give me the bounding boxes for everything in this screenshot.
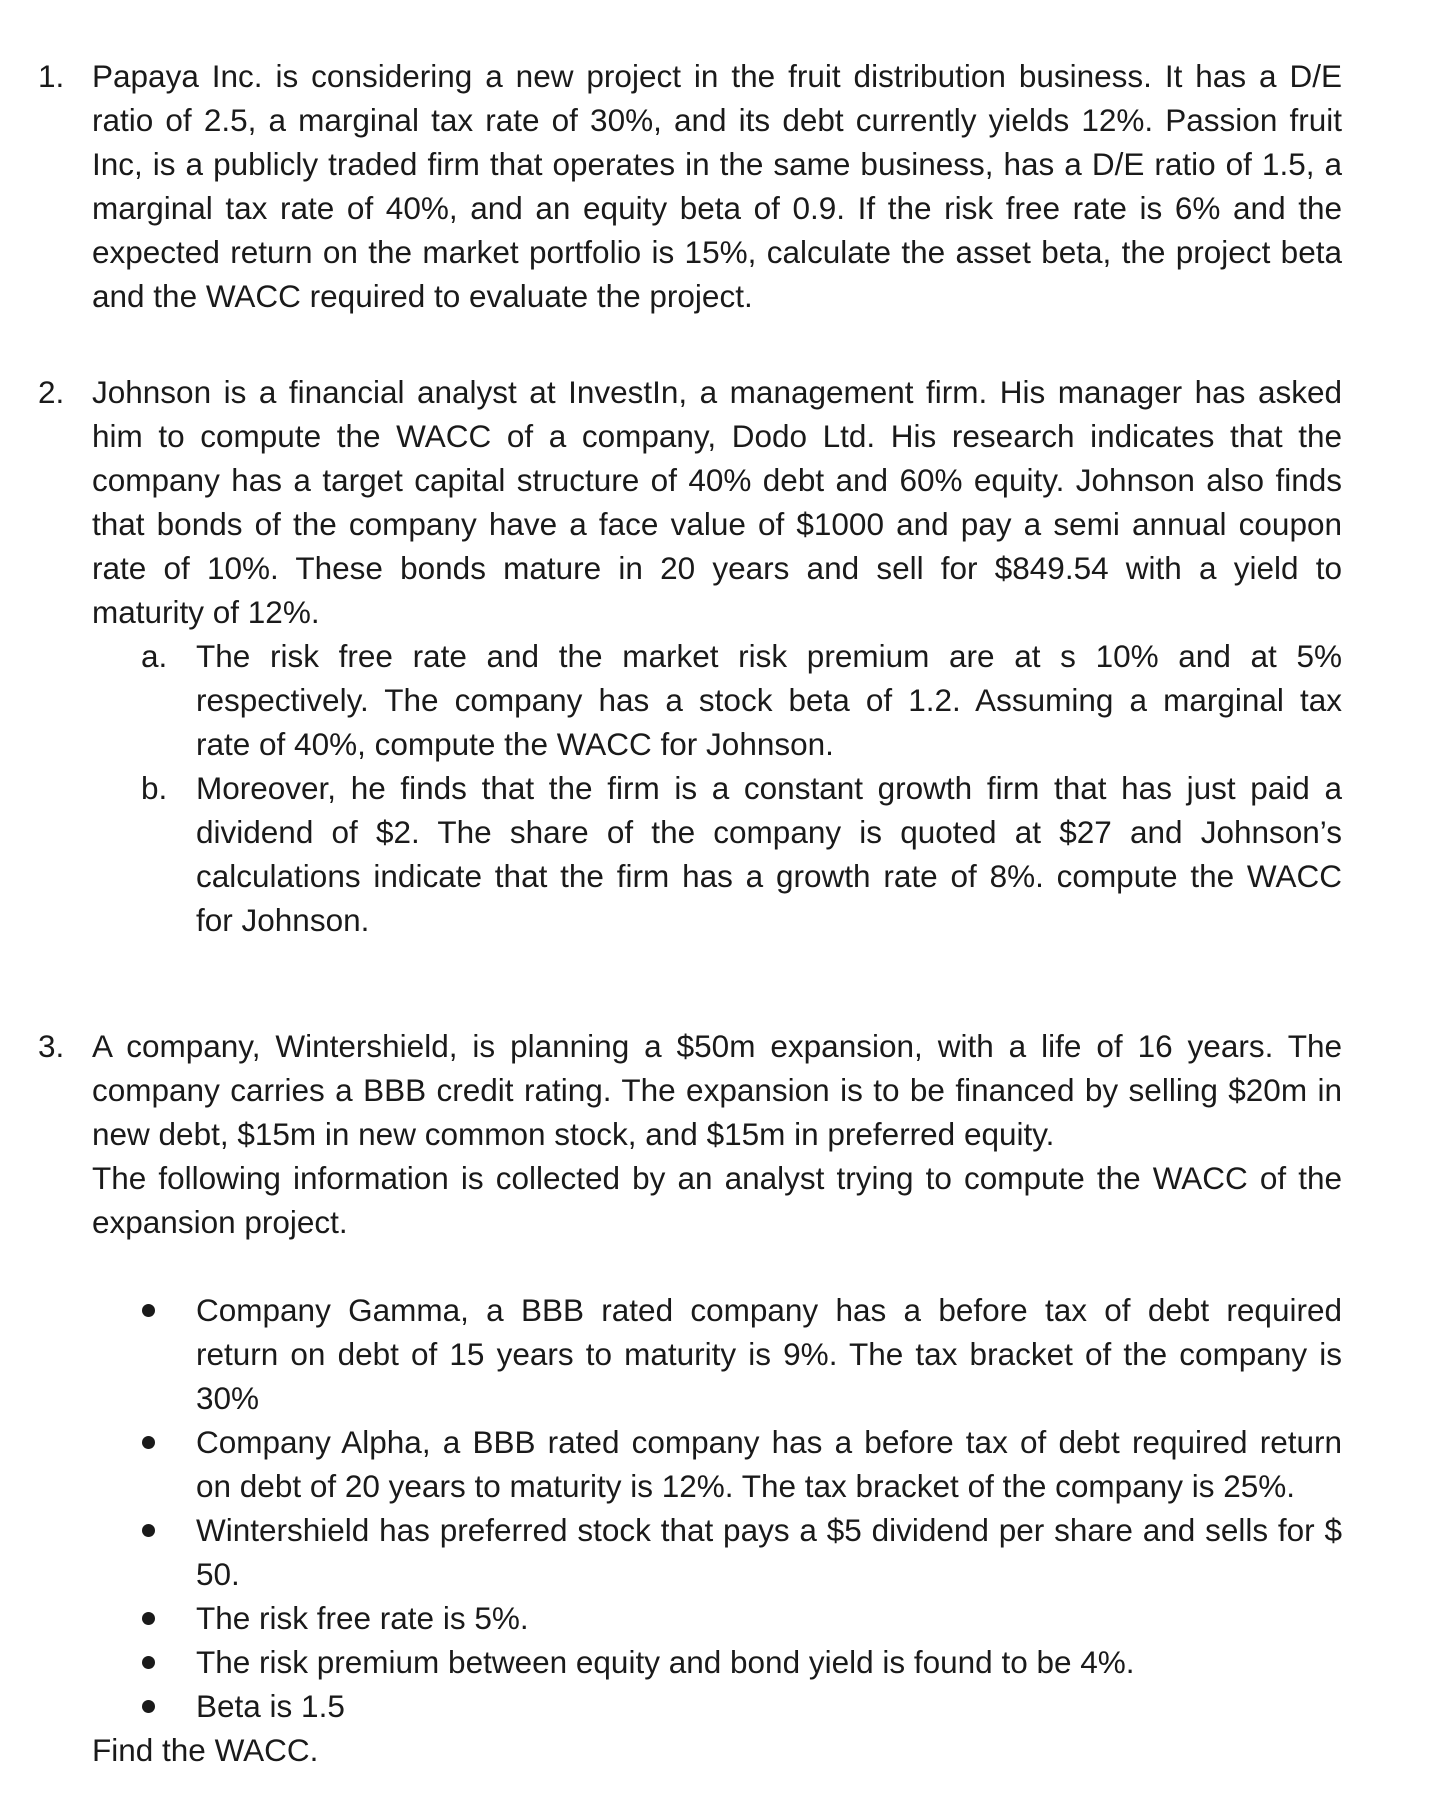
text-line: Company Gamma, a BBB rated company has a before tax of debt required (196, 1292, 1342, 1328)
text-line: ratio of 2.5, a marginal tax rate of 30%, and its debt currently yields 12%. Passion fruit (92, 102, 1342, 138)
bullet-dot (142, 1304, 155, 1317)
closing-instruction (92, 1728, 1342, 1772)
text-line: and the WACC required to evaluate the project. (92, 278, 753, 314)
text-line: The risk free rate is 5%. (196, 1600, 529, 1636)
bullet-text (196, 1420, 1342, 1508)
text-line: company carries a BBB credit rating. The expansion is to be financed by selling $20m in (92, 1072, 1342, 1108)
text-line: The following information is collected by an analyst trying to compute the WACC of the (92, 1160, 1342, 1196)
bullet-text (196, 1640, 1342, 1684)
text-line: return on debt of 15 years to maturity is 9%. The tax bracket of the company is (196, 1336, 1342, 1372)
text-line: maturity of 12%. (92, 594, 320, 630)
subpart-label: b. (141, 770, 168, 806)
bullet-dot (142, 1524, 155, 1537)
bullet-dot (142, 1656, 155, 1669)
question-number: 2. (38, 374, 65, 410)
bullet-text (196, 1288, 1342, 1420)
bullet-dot (142, 1700, 155, 1713)
text-line: company has a target capital structure of 40% debt and 60% equity. Johnson also finds (92, 462, 1342, 498)
text-line: 30% (196, 1380, 260, 1416)
subpart-text (196, 766, 1342, 942)
text-line: calculations indicate that the firm has a growth rate of 8%. compute the WACC (196, 858, 1342, 894)
bullet-text (196, 1596, 1342, 1640)
text-line: Moreover, he finds that the firm is a constant growth firm that has just paid a (196, 770, 1342, 806)
text-line: for Johnson. (196, 902, 370, 938)
subpart-label: a. (141, 638, 168, 674)
text-line: 50. (196, 1556, 240, 1592)
question-text (92, 1024, 1342, 1244)
text-line: Johnson is a financial analyst at InvestIn, a management firm. His manager has asked (92, 374, 1342, 410)
text-line: expansion project. (92, 1204, 348, 1240)
text-line: rate of 40%, compute the WACC for Johnson. (196, 726, 834, 762)
subpart-text (196, 634, 1342, 766)
text-line: marginal tax rate of 40%, and an equity beta of 0.9. If the risk free rate is 6% and the (92, 190, 1342, 226)
bullet-text (196, 1684, 1342, 1728)
question-number: 1. (38, 58, 65, 94)
text-line: Company Alpha, a BBB rated company has a before tax of debt required return (196, 1424, 1342, 1460)
bullet-dot (142, 1436, 155, 1449)
text-line: Wintershield has preferred stock that pays a $5 dividend per share and sells for $ (196, 1512, 1342, 1548)
question-text (92, 370, 1342, 634)
bullet-dot (142, 1612, 155, 1625)
text-line: on debt of 20 years to maturity is 12%. The tax bracket of the company is 25%. (196, 1468, 1295, 1504)
text-line: Beta is 1.5 (196, 1688, 345, 1724)
text-line: Inc, is a publicly traded firm that operates in the same business, has a D/E ratio of 1.5, a (92, 146, 1342, 182)
text-line: Find the WACC. (92, 1732, 319, 1768)
text-line: new debt, $15m in new common stock, and $15m in preferred equity. (92, 1116, 1055, 1152)
text-line: that bonds of the company have a face value of $1000 and pay a semi annual coupon (92, 506, 1342, 542)
text-line: expected return on the market portfolio is 15%, calculate the asset beta, the project beta (92, 234, 1342, 270)
text-line: The risk free rate and the market risk premium are at s 10% and at 5% (196, 638, 1342, 674)
text-line: The risk premium between equity and bond yield is found to be 4%. (196, 1644, 1135, 1680)
text-line: Papaya Inc. is considering a new project in the fruit distribution business. It has a D/E (92, 58, 1342, 94)
text-line: rate of 10%. These bonds mature in 20 years and sell for $849.54 with a yield to (92, 550, 1342, 586)
question-number: 3. (38, 1028, 65, 1064)
question-text (92, 54, 1342, 318)
text-line: him to compute the WACC of a company, Dodo Ltd. His research indicates that the (92, 418, 1342, 454)
text-line: dividend of $2. The share of the company is quoted at $27 and Johnson’s (196, 814, 1342, 850)
bullet-text (196, 1508, 1342, 1596)
text-line: A company, Wintershield, is planning a $50m expansion, with a life of 16 years. The (92, 1028, 1342, 1064)
text-line: respectively. The company has a stock beta of 1.2. Assuming a marginal tax (196, 682, 1342, 718)
